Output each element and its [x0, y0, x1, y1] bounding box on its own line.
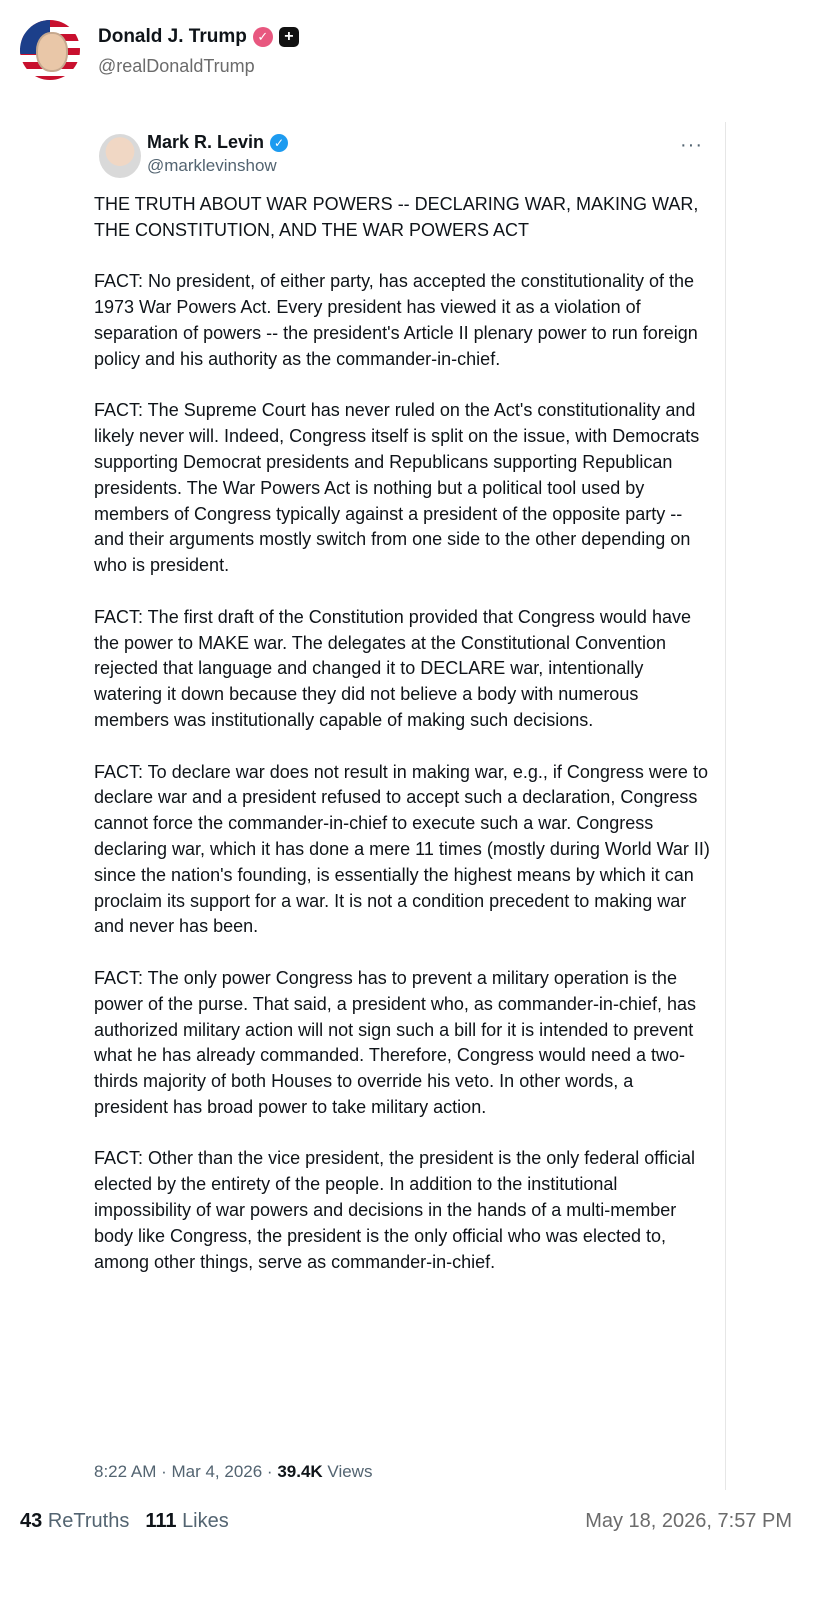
post-paragraph: FACT: The Supreme Court has never ruled on the Act's constitutionality and likely never will. Indeed, Congress itself is split on the issue, with Democrats supporting Democrat presidents and Republicans supporting Republican presidents. The War Powers Act is nothing but a political tool used by members of Congress typically against a president of the opposite party -- and their arguments mostly switch from one side to the other depending on who is president. [94, 400, 700, 576]
author-name[interactable]: Donald J. Trump [98, 26, 247, 47]
author-name-row [98, 26, 299, 48]
quoted-post-body [94, 192, 712, 1301]
post-header [20, 20, 820, 84]
plus-icon: + [279, 27, 299, 47]
more-options-icon[interactable]: ··· [680, 134, 703, 156]
post-paragraph: FACT: No president, of either party, has accepted the constitutionality of the 1973 War Powers Act. Every president has viewed it as a violation of separation of powers -- the president's Article II plenary power to run foreign policy and his authority as the commander-in-chief. [94, 271, 698, 369]
views-label: Views [322, 1462, 373, 1481]
verified-badge-icon: ✓ [270, 134, 288, 152]
retruths-label: ReTruths [47, 1510, 130, 1532]
quoted-author-handle[interactable]: @marklevinshow [147, 156, 277, 175]
retruths-count: 43 [20, 1510, 43, 1532]
engagement-stats [20, 1510, 229, 1533]
author-avatar[interactable] [20, 20, 80, 80]
author-handle[interactable]: @realDonaldTrump [98, 56, 255, 76]
likes-label: Likes [182, 1510, 229, 1532]
avatar-face [36, 32, 68, 72]
views-count: 39.4K [277, 1462, 323, 1481]
retruths-stat[interactable] [20, 1510, 129, 1533]
post-paragraph: FACT: Other than the vice president, the president is the only federal official elected by the entirety of the people. In addition to the institutional impossibility of war powers and decisions in the hands of a multi-member body like Congress, the president is the only official who was elected to, among other things, serve as commander-in-chief. [94, 1148, 695, 1272]
quoted-author-name[interactable]: Mark R. Levin [147, 132, 265, 152]
quoted-name-row [147, 132, 288, 153]
post-paragraph: FACT: The only power Congress has to prevent a military operation is the power of the purse. That said, a president who, as commander-in-chief, has authorized military action will not sign such a bill for it is intended to prevent what he has already commanded. Therefore, Congress would need a two-thirds majority of both Houses to override his veto. In other words, a president has broad power to take military action. [94, 967, 696, 1117]
quoted-post-time[interactable]: 8:22 AM · Mar 4, 2026 · [94, 1462, 278, 1481]
likes-count: 111 [145, 1510, 177, 1532]
verified-badge-icon: ✓ [253, 27, 273, 47]
post-paragraph: THE TRUTH ABOUT WAR POWERS -- DECLARING WAR, MAKING WAR, THE CONSTITUTION, AND THE WAR POWERS ACT [94, 194, 699, 240]
post-paragraph: FACT: To declare war does not result in making war, e.g., if Congress were to declare war and a president refused to accept such a declaration, Congress cannot force the commander-in-chief to execute such a war. Congress declaring war, which it has done a mere 11 times (mostly during World War II) since the nation's founding, is essentially the highest means by which it can proclaim its support for a war. It is not a condition precedent to making war and never has been. [94, 761, 710, 937]
post-timestamp[interactable]: May 18, 2026, 7:57 PM [585, 1510, 792, 1532]
post-paragraph: FACT: The first draft of the Constitution provided that Congress would have the power to MAKE war. The delegates at the Constitutional Convention rejected that language and changed it to DECLARE war, intentionally watering it down because they did not believe a body with numerous members was institutionally capable of making such decisions. [94, 606, 691, 730]
quoted-author-avatar[interactable] [99, 134, 141, 178]
quoted-post-card[interactable] [75, 122, 726, 1490]
likes-stat[interactable] [145, 1510, 228, 1533]
quoted-post-meta [94, 1462, 372, 1482]
